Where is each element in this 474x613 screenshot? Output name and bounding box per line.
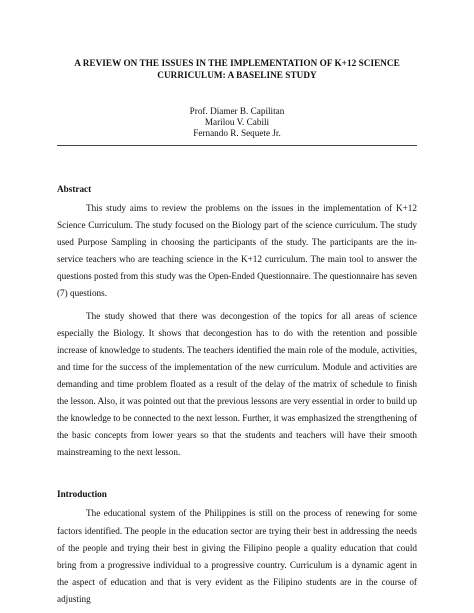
title-divider — [57, 145, 417, 146]
author-list — [57, 106, 417, 139]
paper-title: A REVIEW ON THE ISSUES IN THE IMPLEMENTATION OF K+12 SCIENCE CURRICULUM: A BASELINE STUDY — [74, 58, 400, 80]
abstract-heading: Abstract — [57, 184, 92, 194]
abstract-paragraph: This study aims to review the problems on the issues in the implementation of K+12 Science Curriculum. The study focused on the Biology part of the science curriculum. The study used Purpose Sampling in choosing the participants of the study. The participants are the in-service teachers who are teaching science in the K+12 curriculum. The main tool to answer the questions posted from this study was the Open-Ended Questionnaire. The questionnaire has seven (7) questions. — [57, 203, 417, 299]
introduction-paragraph: The educational system of the Philippines is still on the process of renewing for some factors identified. The people in the education sector are trying their best in addressing the needs of the people and trying their best in giving the Filipino people a quality education that could bring from a progressive individual to a progressive country. Curriculum is a dynamic agent in the aspect of education and that is very evident as the Filipino students are in the course of adjusting — [57, 508, 417, 604]
introduction-heading: Introduction — [57, 489, 107, 500]
author-name: Prof. Diamer B. Capilitan — [189, 106, 285, 116]
abstract-paragraph: The study showed that there was decongestion of the topics for all areas of science especially the Biology. It shows that decongestion has to do with the retention and possible increase of knowledge to students. The teachers identified the main role of the module, activities, and time for the success of the implementation of the new curriculum. Module and activities are demanding and time problem floated as a result of the delay of the matrix of schedule to finish the lesson. Also, it was pointed out that the previous lessons are very essential in order to build up the knowledge to be connected to the next lesson. Further, it was emphasized the strengthening of the basic concepts from lower years so that the students and teachers will have their smooth mainstreaming to the next lesson. — [57, 310, 417, 458]
author-name: Marilou V. Cabili — [204, 117, 270, 127]
author-name: Fernando R. Sequete Jr. — [193, 128, 281, 138]
